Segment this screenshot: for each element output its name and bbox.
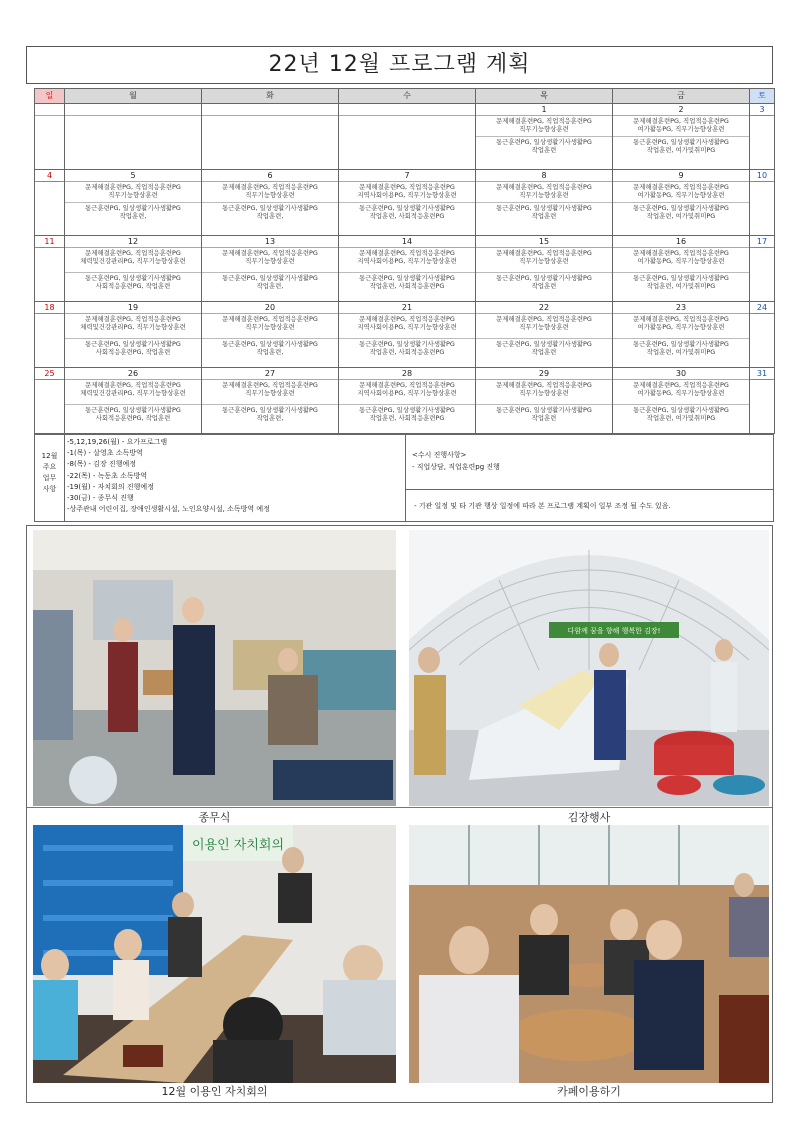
photo-section — [26, 525, 773, 1103]
activity-line: 직무기능향상훈련 — [519, 323, 569, 331]
calendar-day-cell — [476, 236, 613, 302]
activity-group-afternoon — [202, 404, 338, 423]
photo-cafe-visit — [409, 825, 769, 1083]
day-number: 9 — [613, 170, 749, 182]
activity-group-morning — [202, 314, 338, 332]
activity-line: 작업훈련 — [531, 146, 557, 154]
activity-group-afternoon — [339, 202, 475, 221]
activity-line: 작업훈련, — [256, 414, 284, 422]
activity-line: 통근훈련PG, 일상생활기사생활PG — [633, 406, 729, 414]
activity-group-morning — [476, 248, 612, 266]
activity-group-morning — [476, 182, 612, 200]
calendar-day-cell — [476, 368, 613, 434]
activity-line: 통근훈련PG, 일상생활기사생활PG — [633, 138, 729, 146]
day-number: 12 — [65, 236, 201, 248]
activity-group-afternoon — [613, 404, 749, 423]
calendar-day-cell — [476, 104, 613, 170]
activity-line: 지역사회이용PG, 직무기능향상훈련 — [357, 389, 457, 397]
activity-line: 문제해결훈련PG, 직업적응훈련PG — [85, 315, 181, 323]
activity-line: 직무기능향상훈련 — [245, 323, 295, 331]
day-number — [35, 104, 64, 116]
calendar-day-cell — [613, 236, 750, 302]
disclaimer: - 기관 일정 및 타 기관 행상 일정에 따라 본 프로그램 계획이 일부 조정 될 수도 있음. — [406, 489, 774, 521]
activity-line: 작업훈련 — [531, 282, 557, 290]
day-number: 5 — [65, 170, 201, 182]
activity-group-morning — [476, 314, 612, 332]
activity-group-morning — [65, 380, 201, 398]
activity-group-morning — [202, 380, 338, 398]
activity-line: 작업훈련 — [531, 414, 557, 422]
calendar-day-cell — [339, 368, 476, 434]
photo-members-meeting — [33, 825, 396, 1083]
activity-group-morning — [613, 248, 749, 266]
activity-line: 사회적응훈련PG, 작업훈련 — [95, 414, 171, 422]
closed-cross — [35, 247, 64, 248]
day-number: 25 — [35, 368, 64, 380]
activity-line: 작업훈련, — [256, 348, 284, 356]
caption-kimjang-event: 김장행사 — [567, 811, 611, 824]
day-number: 30 — [613, 368, 749, 380]
activity-line: 문제해결훈련PG, 직업적응훈련PG — [496, 249, 592, 257]
activity-line: 작업훈련, 여가및취미PG — [646, 212, 716, 220]
activity-line: 통근훈련PG, 일상생활기사생활PG — [496, 340, 592, 348]
day-number: 19 — [65, 302, 201, 314]
weekday-header: 화 — [202, 89, 339, 104]
calendar-day-cell — [202, 302, 339, 368]
day-number: 22 — [476, 302, 612, 314]
notes-item: -8(목) - 김장 진행예정 — [67, 460, 136, 469]
notes-label-line: 사항 — [42, 485, 57, 493]
activity-line: 통근훈련PG, 일상생활기사생활PG — [496, 204, 592, 212]
activity-group-morning — [65, 248, 201, 266]
activity-group-morning — [613, 182, 749, 200]
closed-cross — [750, 181, 774, 182]
activity-group-afternoon — [613, 338, 749, 357]
calendar-day-cell — [65, 302, 202, 368]
calendar-day-cell — [339, 236, 476, 302]
notes-list — [67, 437, 403, 515]
activity-line: 문제해결훈련PG, 직업적응훈련PG — [359, 315, 455, 323]
calendar-sunday-cell — [35, 104, 65, 170]
activity-group-morning — [613, 380, 749, 398]
day-number: 2 — [613, 104, 749, 116]
activity-line: 문제해결훈련PG, 직업적응훈련PG — [222, 183, 318, 191]
notes-item: -1(목) - 살영초 소독방역 — [67, 449, 143, 458]
activity-line: 작업훈련, 여가및취미PG — [646, 348, 716, 356]
activity-line: 사회적응훈련PG, 작업훈련 — [95, 282, 171, 290]
activity-line: 문제해결훈련PG, 직업적응훈련PG — [633, 381, 729, 389]
calendar-day-cell — [65, 236, 202, 302]
activity-line: 직무기능향상훈련 — [519, 191, 569, 199]
calendar-day-cell — [339, 302, 476, 368]
activity-group-afternoon — [613, 202, 749, 221]
activity-line: 여가활동PG, 직무기능향상훈련 — [637, 257, 725, 265]
activity-line: 통근훈련PG, 일상생활기사생활PG — [496, 274, 592, 282]
activity-group-afternoon — [613, 272, 749, 291]
meeting-banner-text: 이용인 자치회의 — [191, 838, 285, 853]
ongoing-item: - 직업상담, 직업훈련pg 진행 — [412, 463, 500, 471]
activity-line: 문제해결훈련PG, 직업적응훈련PG — [496, 117, 592, 125]
activity-line: 통근훈련PG, 일상생활기사생활PG — [496, 138, 592, 146]
calendar-saturday-cell — [750, 170, 775, 236]
day-number: 10 — [750, 170, 774, 182]
activity-line: 작업훈련, 사회적응훈련PG — [369, 282, 445, 290]
activity-line: 통근훈련PG, 일상생활기사생활PG — [633, 274, 729, 282]
day-number: 14 — [339, 236, 475, 248]
activity-line: 직무기능향상훈련 — [245, 191, 295, 199]
activity-group-afternoon — [202, 202, 338, 221]
calendar-day-cell — [65, 104, 202, 170]
calendar-table — [34, 88, 775, 434]
kimjang-banner-text: 다함께 꿈을 향해 행복한 김장! — [567, 627, 661, 635]
activity-line: 통근훈련PG, 일상생활기사생활PG — [85, 204, 181, 212]
activity-group-morning — [339, 314, 475, 332]
notes-item: -30(금) - 종무식 진행 — [67, 494, 134, 503]
activity-line: 문제해결훈련PG, 직업적응훈련PG — [85, 249, 181, 257]
day-number — [202, 104, 338, 116]
activity-line: 문제해결훈련PG, 직업적응훈련PG — [222, 249, 318, 257]
activity-line: 통근훈련PG, 일상생활기사생활PG — [85, 274, 181, 282]
day-number — [65, 104, 201, 116]
day-number: 11 — [35, 236, 64, 248]
activity-line: 작업훈련, 여가및취미PG — [646, 282, 716, 290]
activity-group-afternoon — [476, 136, 612, 155]
activity-line: 작업훈련 — [531, 212, 557, 220]
weekday-header: 일 — [35, 89, 65, 104]
weekday-header: 목 — [476, 89, 613, 104]
activity-group-morning — [65, 182, 201, 200]
activity-line: 여가활동PG, 직무기능향상훈련 — [637, 191, 725, 199]
activity-group-afternoon — [339, 338, 475, 357]
activity-line: 직무기능향상훈련 — [245, 257, 295, 265]
caption-year-end-ceremony: 종무식 — [198, 811, 231, 824]
calendar-day-cell — [476, 170, 613, 236]
closed-cross — [750, 247, 774, 248]
activity-group-morning — [613, 314, 749, 332]
activity-group-afternoon — [476, 272, 612, 291]
activity-line: 지역사회이용PG, 직무기능향상훈련 — [357, 191, 457, 199]
activity-line: 통근훈련PG, 일상생활기사생활PG — [222, 340, 318, 348]
calendar-sunday-cell — [35, 368, 65, 434]
calendar-sunday-cell — [35, 236, 65, 302]
activity-line: 통근훈련PG, 일상생활기사생활PG — [359, 204, 455, 212]
weekday-header: 월 — [65, 89, 202, 104]
calendar-day-cell — [65, 170, 202, 236]
activity-line: 여가활동PG, 직무기능향상훈련 — [637, 323, 725, 331]
activity-group-afternoon — [476, 202, 612, 221]
day-number: 6 — [202, 170, 338, 182]
page-title: 22년 12월 프로그램 계획 — [26, 46, 773, 84]
day-number: 8 — [476, 170, 612, 182]
notes-section — [34, 434, 774, 522]
closed-cross — [750, 313, 774, 314]
activity-group-morning — [65, 314, 201, 332]
activity-line: 통근훈련PG, 일상생활기사생활PG — [85, 340, 181, 348]
caption-cafe-visit: 카페이용하기 — [557, 1085, 621, 1098]
caption-rule — [27, 807, 772, 808]
caption-members-meeting: 12월 이용인 자치회의 — [161, 1085, 268, 1098]
activity-line: 문제해결훈련PG, 직업적응훈련PG — [222, 381, 318, 389]
day-number: 18 — [35, 302, 64, 314]
activity-line: 문제해결훈련PG, 직업적응훈련PG — [496, 315, 592, 323]
activity-line: 문제해결훈련PG, 직업적응훈련PG — [633, 117, 729, 125]
calendar-day-cell — [65, 368, 202, 434]
weekday-header-row — [35, 89, 775, 104]
activity-line: 문제해결훈련PG, 직업적응훈련PG — [633, 315, 729, 323]
activity-line: 작업훈련, 여가및취미PG — [646, 414, 716, 422]
notes-item: -상주관내 어린이집, 장애인생활시설, 노인요양시설, 소독방역 예정 — [67, 505, 270, 514]
weekday-header: 토 — [750, 89, 775, 104]
activity-line: 직무기능향상훈련 — [519, 257, 569, 265]
activity-line: 통근훈련PG, 일상생활기사생활PG — [359, 340, 455, 348]
calendar-saturday-cell — [750, 368, 775, 434]
activity-group-morning — [202, 182, 338, 200]
activity-group-morning — [613, 116, 749, 134]
notes-label — [35, 435, 65, 521]
day-number: 17 — [750, 236, 774, 248]
photo-kimjang-event — [409, 530, 769, 806]
activity-group-afternoon — [65, 202, 201, 221]
activity-line: 작업훈련, 여가및취미PG — [646, 146, 716, 154]
activity-line: 여가활동PG, 직무기능향상훈련 — [637, 125, 725, 133]
calendar-day-cell — [202, 104, 339, 170]
ongoing-title: <수시 진행사항> — [412, 451, 467, 459]
activity-line: 문제해결훈련PG, 직업적응훈련PG — [359, 183, 455, 191]
closed-cross — [35, 181, 64, 182]
calendar-saturday-cell — [750, 302, 775, 368]
calendar-day-cell — [202, 170, 339, 236]
weekday-header: 금 — [613, 89, 750, 104]
notes-item: -22(목) - 녹동초 소독방역 — [67, 471, 148, 480]
activity-line: 통근훈련PG, 일상생활기사생활PG — [222, 204, 318, 212]
day-number: 3 — [750, 104, 774, 116]
activity-line: 문제해결훈련PG, 직업적응훈련PG — [222, 315, 318, 323]
activity-line: 작업훈련, 사회적응훈련PG — [369, 212, 445, 220]
document-page — [26, 46, 773, 1103]
activity-group-afternoon — [65, 338, 201, 357]
day-number: 15 — [476, 236, 612, 248]
activity-line: 문제해결훈련PG, 직업적응훈련PG — [85, 183, 181, 191]
calendar-day-cell — [339, 170, 476, 236]
activity-group-morning — [202, 248, 338, 266]
calendar-week-row — [35, 104, 775, 170]
calendar-sunday-cell — [35, 302, 65, 368]
day-number: 31 — [750, 368, 774, 380]
calendar-week-row — [35, 302, 775, 368]
day-number: 21 — [339, 302, 475, 314]
day-number: 29 — [476, 368, 612, 380]
activity-line: 체력및건강관리PG, 직무기능향상훈련 — [80, 257, 186, 265]
weekday-header: 수 — [339, 89, 476, 104]
activity-group-afternoon — [339, 404, 475, 423]
calendar-day-cell — [339, 104, 476, 170]
calendar-saturday-cell — [750, 104, 775, 170]
calendar-day-cell — [613, 302, 750, 368]
calendar-day-cell — [613, 170, 750, 236]
activity-group-morning — [339, 248, 475, 266]
activity-line: 작업훈련, 사회적응훈련PG — [369, 414, 445, 422]
activity-line: 문제해결훈련PG, 직업적응훈련PG — [359, 249, 455, 257]
day-number: 4 — [35, 170, 64, 182]
calendar-day-cell — [476, 302, 613, 368]
activity-group-afternoon — [339, 272, 475, 291]
closed-cross — [750, 115, 774, 116]
activity-line: 통근훈련PG, 일상생활기사생활PG — [359, 406, 455, 414]
ongoing-block — [412, 449, 500, 473]
activity-line: 직무기능향상훈련 — [519, 389, 569, 397]
activity-line: 문제해결훈련PG, 직업적응훈련PG — [633, 249, 729, 257]
activity-line: 직무기능향상훈련 — [245, 389, 295, 397]
activity-line: 직무기능향상훈련 — [519, 125, 569, 133]
activity-group-morning — [339, 182, 475, 200]
notes-item: -19(월) - 자치회의 진행예정 — [67, 482, 154, 491]
activity-line: 통근훈련PG, 일상생활기사생활PG — [85, 406, 181, 414]
photo-year-end-ceremony — [33, 530, 396, 806]
activity-line: 직무기능향상훈련 — [108, 191, 158, 199]
calendar-saturday-cell — [750, 236, 775, 302]
activity-line: 작업훈련, — [119, 212, 147, 220]
activity-line: 문제해결훈련PG, 직업적응훈련PG — [496, 381, 592, 389]
notes-item: -5,12,19,26(월) - 요가프로그램 — [67, 438, 168, 446]
activity-group-afternoon — [65, 272, 201, 291]
notes-label-line: 업무 — [42, 474, 57, 482]
calendar-day-cell — [202, 236, 339, 302]
activity-group-morning — [339, 380, 475, 398]
day-number: 1 — [476, 104, 612, 116]
activity-line: 지역사회이용PG, 직무기능향상훈련 — [357, 323, 457, 331]
activity-group-afternoon — [476, 404, 612, 423]
activity-line: 통근훈련PG, 일상생활기사생활PG — [633, 340, 729, 348]
day-number: 13 — [202, 236, 338, 248]
calendar-week-row — [35, 170, 775, 236]
activity-group-afternoon — [476, 338, 612, 357]
activity-group-morning — [476, 380, 612, 398]
calendar-day-cell — [613, 368, 750, 434]
activity-line: 지역사회이용PG, 직무기능향상훈련 — [357, 257, 457, 265]
activity-line: 체력및건강관리PG, 직무기능향상훈련 — [80, 323, 186, 331]
day-number — [339, 104, 475, 116]
activity-line: 작업훈련, — [256, 212, 284, 220]
notes-right — [405, 435, 774, 521]
closed-cross — [35, 313, 64, 314]
activity-group-morning — [476, 116, 612, 134]
calendar-day-cell — [202, 368, 339, 434]
day-number: 26 — [65, 368, 201, 380]
activity-line: 통근훈련PG, 일상생활기사생활PG — [359, 274, 455, 282]
activity-line: 작업훈련, — [256, 282, 284, 290]
day-number: 7 — [339, 170, 475, 182]
activity-line: 체력및건강관리PG, 직무기능향상훈련 — [80, 389, 186, 397]
calendar-week-row — [35, 368, 775, 434]
activity-line: 통근훈련PG, 일상생활기사생활PG — [222, 274, 318, 282]
day-number: 20 — [202, 302, 338, 314]
activity-line: 통근훈련PG, 일상생활기사생활PG — [222, 406, 318, 414]
activity-line: 작업훈련 — [531, 348, 557, 356]
activity-line: 작업훈련, 사회적응훈련PG — [369, 348, 445, 356]
calendar-sunday-cell — [35, 170, 65, 236]
notes-label-line: 12월 — [41, 452, 58, 460]
activity-line: 문제해결훈련PG, 직업적응훈련PG — [496, 183, 592, 191]
activity-line: 문제해결훈련PG, 직업적응훈련PG — [633, 183, 729, 191]
activity-group-afternoon — [202, 338, 338, 357]
activity-group-afternoon — [65, 404, 201, 423]
activity-line: 문제해결훈련PG, 직업적응훈련PG — [85, 381, 181, 389]
day-number: 23 — [613, 302, 749, 314]
day-number: 28 — [339, 368, 475, 380]
activity-line: 사회적응훈련PG, 작업훈련 — [95, 348, 171, 356]
calendar-day-cell — [613, 104, 750, 170]
activity-group-afternoon — [613, 136, 749, 155]
notes-label-line: 주요 — [42, 463, 57, 471]
activity-line: 통근훈련PG, 일상생활기사생활PG — [496, 406, 592, 414]
activity-line: 통근훈련PG, 일상생활기사생활PG — [633, 204, 729, 212]
activity-group-afternoon — [202, 272, 338, 291]
day-number: 24 — [750, 302, 774, 314]
activity-line: 여가활동PG, 직무기능향상훈련 — [637, 389, 725, 397]
day-number: 16 — [613, 236, 749, 248]
closed-cross — [35, 379, 64, 380]
calendar-week-row — [35, 236, 775, 302]
closed-cross — [750, 379, 774, 380]
activity-line: 문제해결훈련PG, 직업적응훈련PG — [359, 381, 455, 389]
day-number: 27 — [202, 368, 338, 380]
